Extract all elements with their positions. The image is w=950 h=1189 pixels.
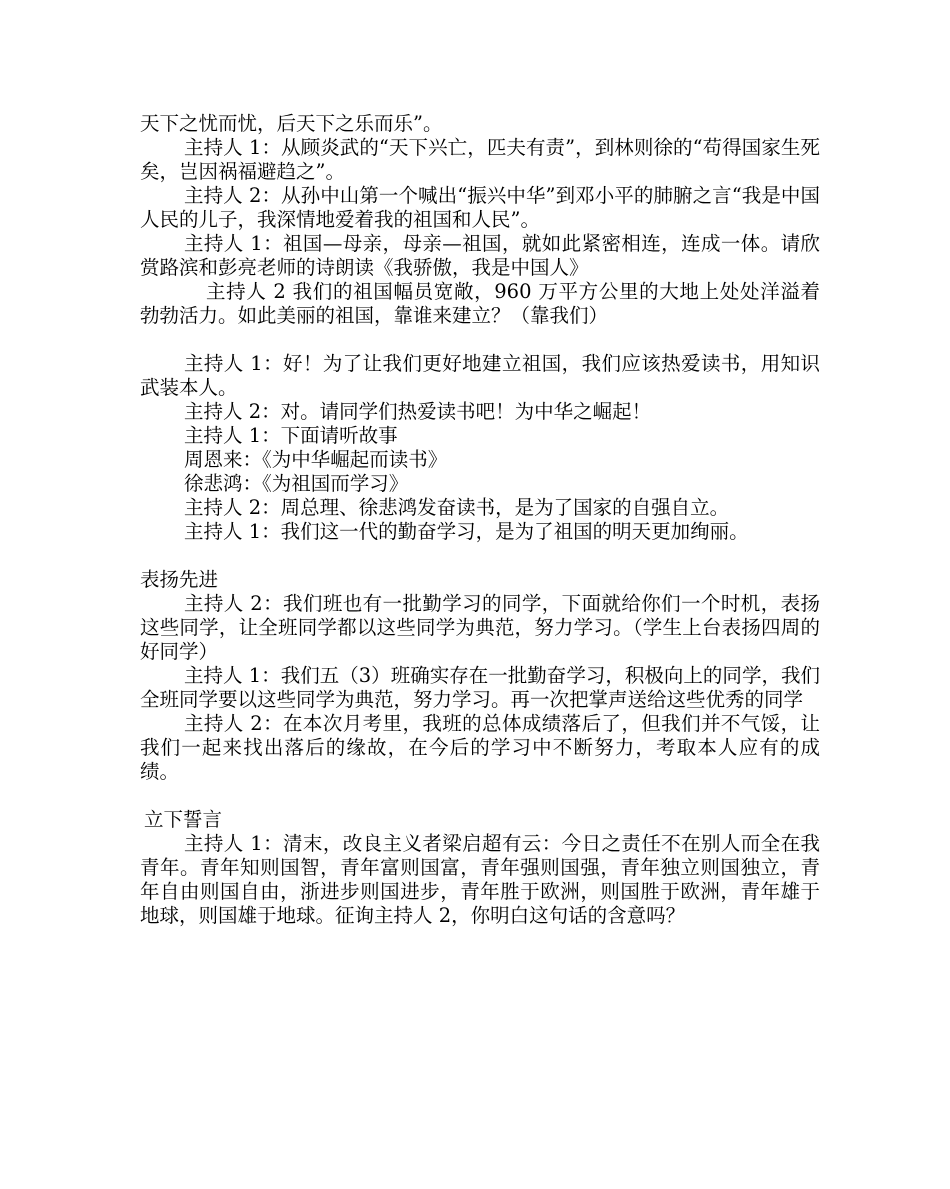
paragraph-host2-vast-land: 主持人 2 我们的祖国幅员宽敞，960 万平方公里的大地上处处洋溢着勃勃活力。如此美丽的祖国，靠谁来建立？（靠我们） [140, 280, 820, 327]
document-page [140, 112, 820, 928]
section-heading-oath: 立下誓言 [144, 808, 223, 831]
blank-line [140, 784, 820, 808]
paragraph-host1-class-five-three: 主持人 1：我们五（3）班确实存在一批勤奋学习，积极向上的同学，我们全班同学要以这些同学为典范，努力学习。再一次把掌声送给这些优秀的同学 [140, 664, 820, 711]
paragraph-host2-monthly-exam: 主持人 2：在本次月考里，我班的总体成绩落后了，但我们并不气馁，让我们一起来找出落后的缘故，在今后的学习中不断努力，考取本人应有的成绩。 [140, 712, 820, 783]
paragraph-continuation: 天下之忧而忧，后天下之乐而乐”。 [140, 112, 443, 135]
paragraph-xu-beihong: 徐悲鸿：《为祖国而学习》 [184, 472, 409, 495]
paragraph-host1-liang-qichao: 主持人 1：清末，改良主义者梁启超有云：今日之责任不在别人而全在我青年。青年知则国智，青年富则国富，青年强则国强，青年独立则国独立，青年自由则国自由，浙进步则国进步，青年胜于欧洲，则国胜于欧洲，青年雄于地球，则国雄于地球。征询主持人 2，你明白这句话的含意吗？ [140, 832, 820, 927]
paragraph-zhou-enlai: 周恩来：《为中华崛起而读书》 [184, 448, 448, 471]
paragraph-host2-sun-deng: 主持人 2：从孙中山第一个喊出“振兴中华”到邓小平的肺腑之言“我是中国人民的儿子，我深情地爱着我的祖国和人民”。 [140, 184, 820, 231]
blank-line [140, 544, 820, 568]
paragraph-host1-bright-tomorrow: 主持人 1：我们这一代的勤奋学习，是为了祖国的明天更加绚丽。 [184, 520, 749, 543]
paragraph-host1-story: 主持人 1：下面请听故事 [184, 424, 398, 447]
paragraph-host2-praise-students: 主持人 2：我们班也有一批勤学习的同学，下面就给你们一个时机，表扬这些同学，让全班同学都以这些同学为典范，努力学习。（学生上台表扬四周的好同学） [140, 592, 820, 663]
paragraph-host2-rise-of-china: 主持人 2：对。请同学们热爱读书吧！为中华之崛起！ [184, 400, 652, 423]
paragraph-host1-motherland: 主持人 1：祖国—母亲，母亲—祖国，就如此紧密相连，连成一体。请欣赏路滨和彭亮老师的诗朗读《我骄傲，我是中国人》 [140, 232, 820, 279]
paragraph-host2-self-reliance: 主持人 2：周总理、徐悲鸿发奋读书，是为了国家的自强自立。 [184, 496, 730, 519]
paragraph-host1-love-reading: 主持人 1：好！为了让我们更好地建立祖国，我们应该热爱读书，用知识武装本人。 [140, 352, 820, 399]
blank-line [140, 328, 820, 352]
paragraph-host1-gu-lin: 主持人 1：从顾炎武的“天下兴亡，匹夫有责”，到林则徐的“苟得国家生死矣，岂因祸福避趋之”。 [140, 136, 820, 183]
section-heading-praise: 表扬先进 [140, 568, 219, 591]
